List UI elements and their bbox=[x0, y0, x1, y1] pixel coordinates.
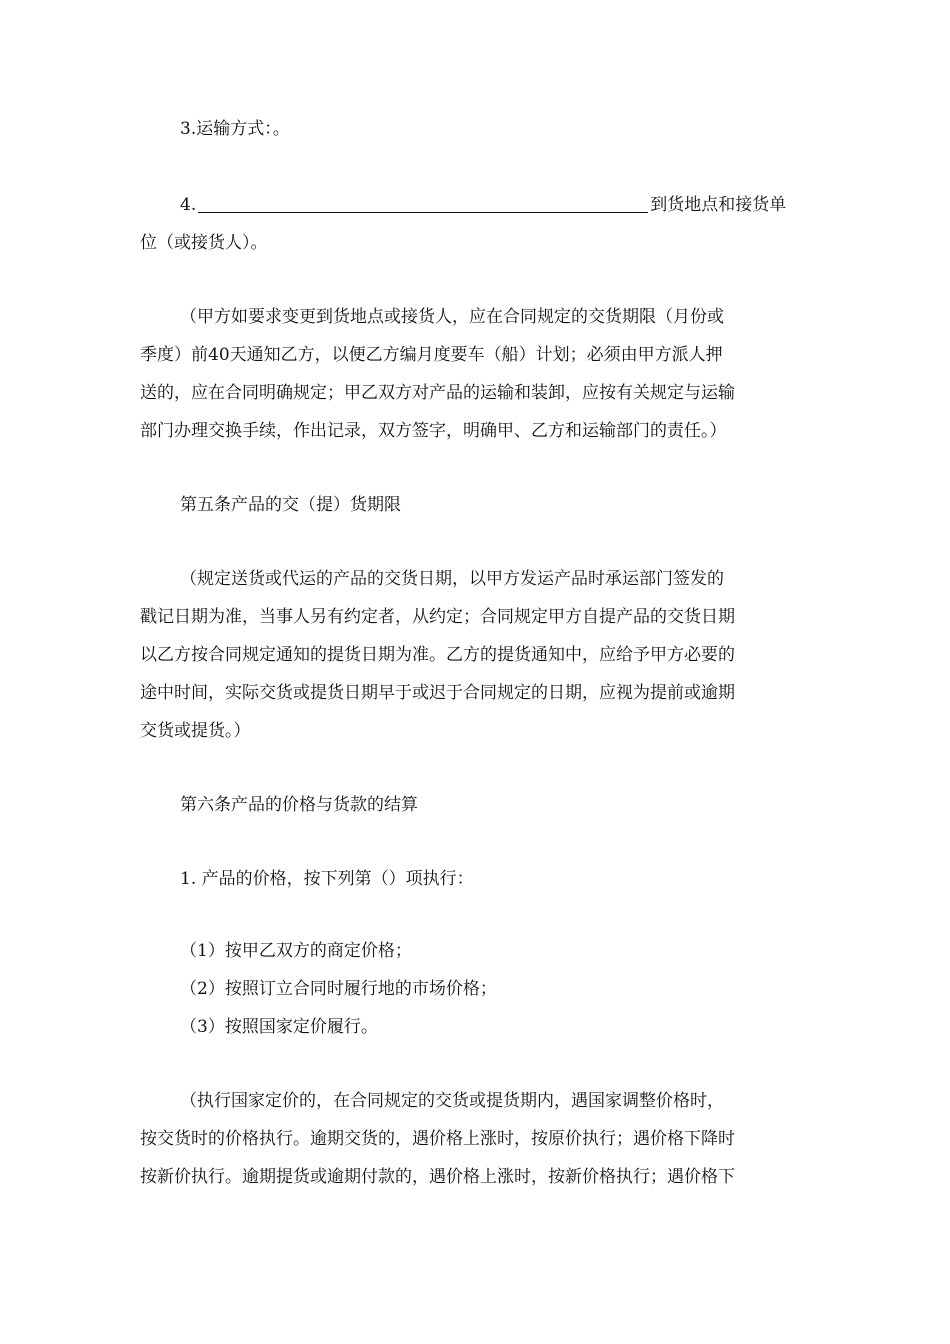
note-1-line-2: 季度）前40天通知乙方，以便乙方编月度要车（船）计划；必须由甲方派人押 bbox=[140, 345, 723, 365]
note-2-line-3: 以乙方按合同规定通知的提货日期为准。乙方的提货通知中，应给予甲方必要的 bbox=[140, 645, 735, 665]
price-option-1: （1）按甲乙双方的商定价格； bbox=[180, 941, 412, 961]
price-option-3: （3）按照国家定价履行。 bbox=[180, 1017, 378, 1037]
note-2-line-2: 戳记日期为准，当事人另有约定者，从约定；合同规定甲方自提产品的交货日期 bbox=[140, 607, 735, 627]
item-4-number: 4. bbox=[180, 195, 197, 215]
price-option-2: （2）按照订立合同时履行地的市场价格； bbox=[180, 979, 497, 999]
article-5-title: 第五条产品的交（提）货期限 bbox=[180, 495, 401, 515]
price-item-1: 1. 产品的价格，按下列第（）项执行： bbox=[180, 869, 474, 889]
note-1-line-3: 送的，应在合同明确规定；甲乙双方对产品的运输和装卸，应按有关规定与运输 bbox=[140, 383, 735, 403]
article-6-title: 第六条产品的价格与货款的结算 bbox=[180, 795, 418, 815]
note-1-line-4: 部门办理交换手续，作出记录，双方签字，明确甲、乙方和运输部门的责任。） bbox=[140, 421, 727, 441]
note-3-line-3: 按新价执行。逾期提货或逾期付款的，遇价格上涨时，按新价格执行；遇价格下 bbox=[140, 1167, 735, 1187]
note-2-line-1: （规定送货或代运的产品的交货日期，以甲方发运产品时承运部门签发的 bbox=[180, 569, 724, 589]
item-4-text: 到货地点和接货单 bbox=[650, 195, 787, 215]
note-3-line-1: （执行国家定价的，在合同规定的交货或提货期内，遇国家调整价格时， bbox=[180, 1091, 724, 1111]
item-4-continuation: 位（或接货人）。 bbox=[140, 233, 268, 253]
note-2-line-5: 交货或提货。） bbox=[140, 721, 251, 741]
note-3-line-2: 按交货时的价格执行。逾期交货的，遇价格上涨时，按原价执行；遇价格下降时 bbox=[140, 1129, 735, 1149]
fill-in-blank bbox=[198, 194, 648, 213]
item-3-transport-method: 3.运输方式：。 bbox=[180, 119, 290, 139]
note-1-line-1: （甲方如要求变更到货地点或接货人，应在合同规定的交货期限（月份或 bbox=[180, 307, 724, 327]
note-2-line-4: 途中时间，实际交货或提货日期早于或迟于合同规定的日期，应视为提前或逾期 bbox=[140, 683, 735, 703]
item-4-delivery-location bbox=[180, 190, 820, 220]
